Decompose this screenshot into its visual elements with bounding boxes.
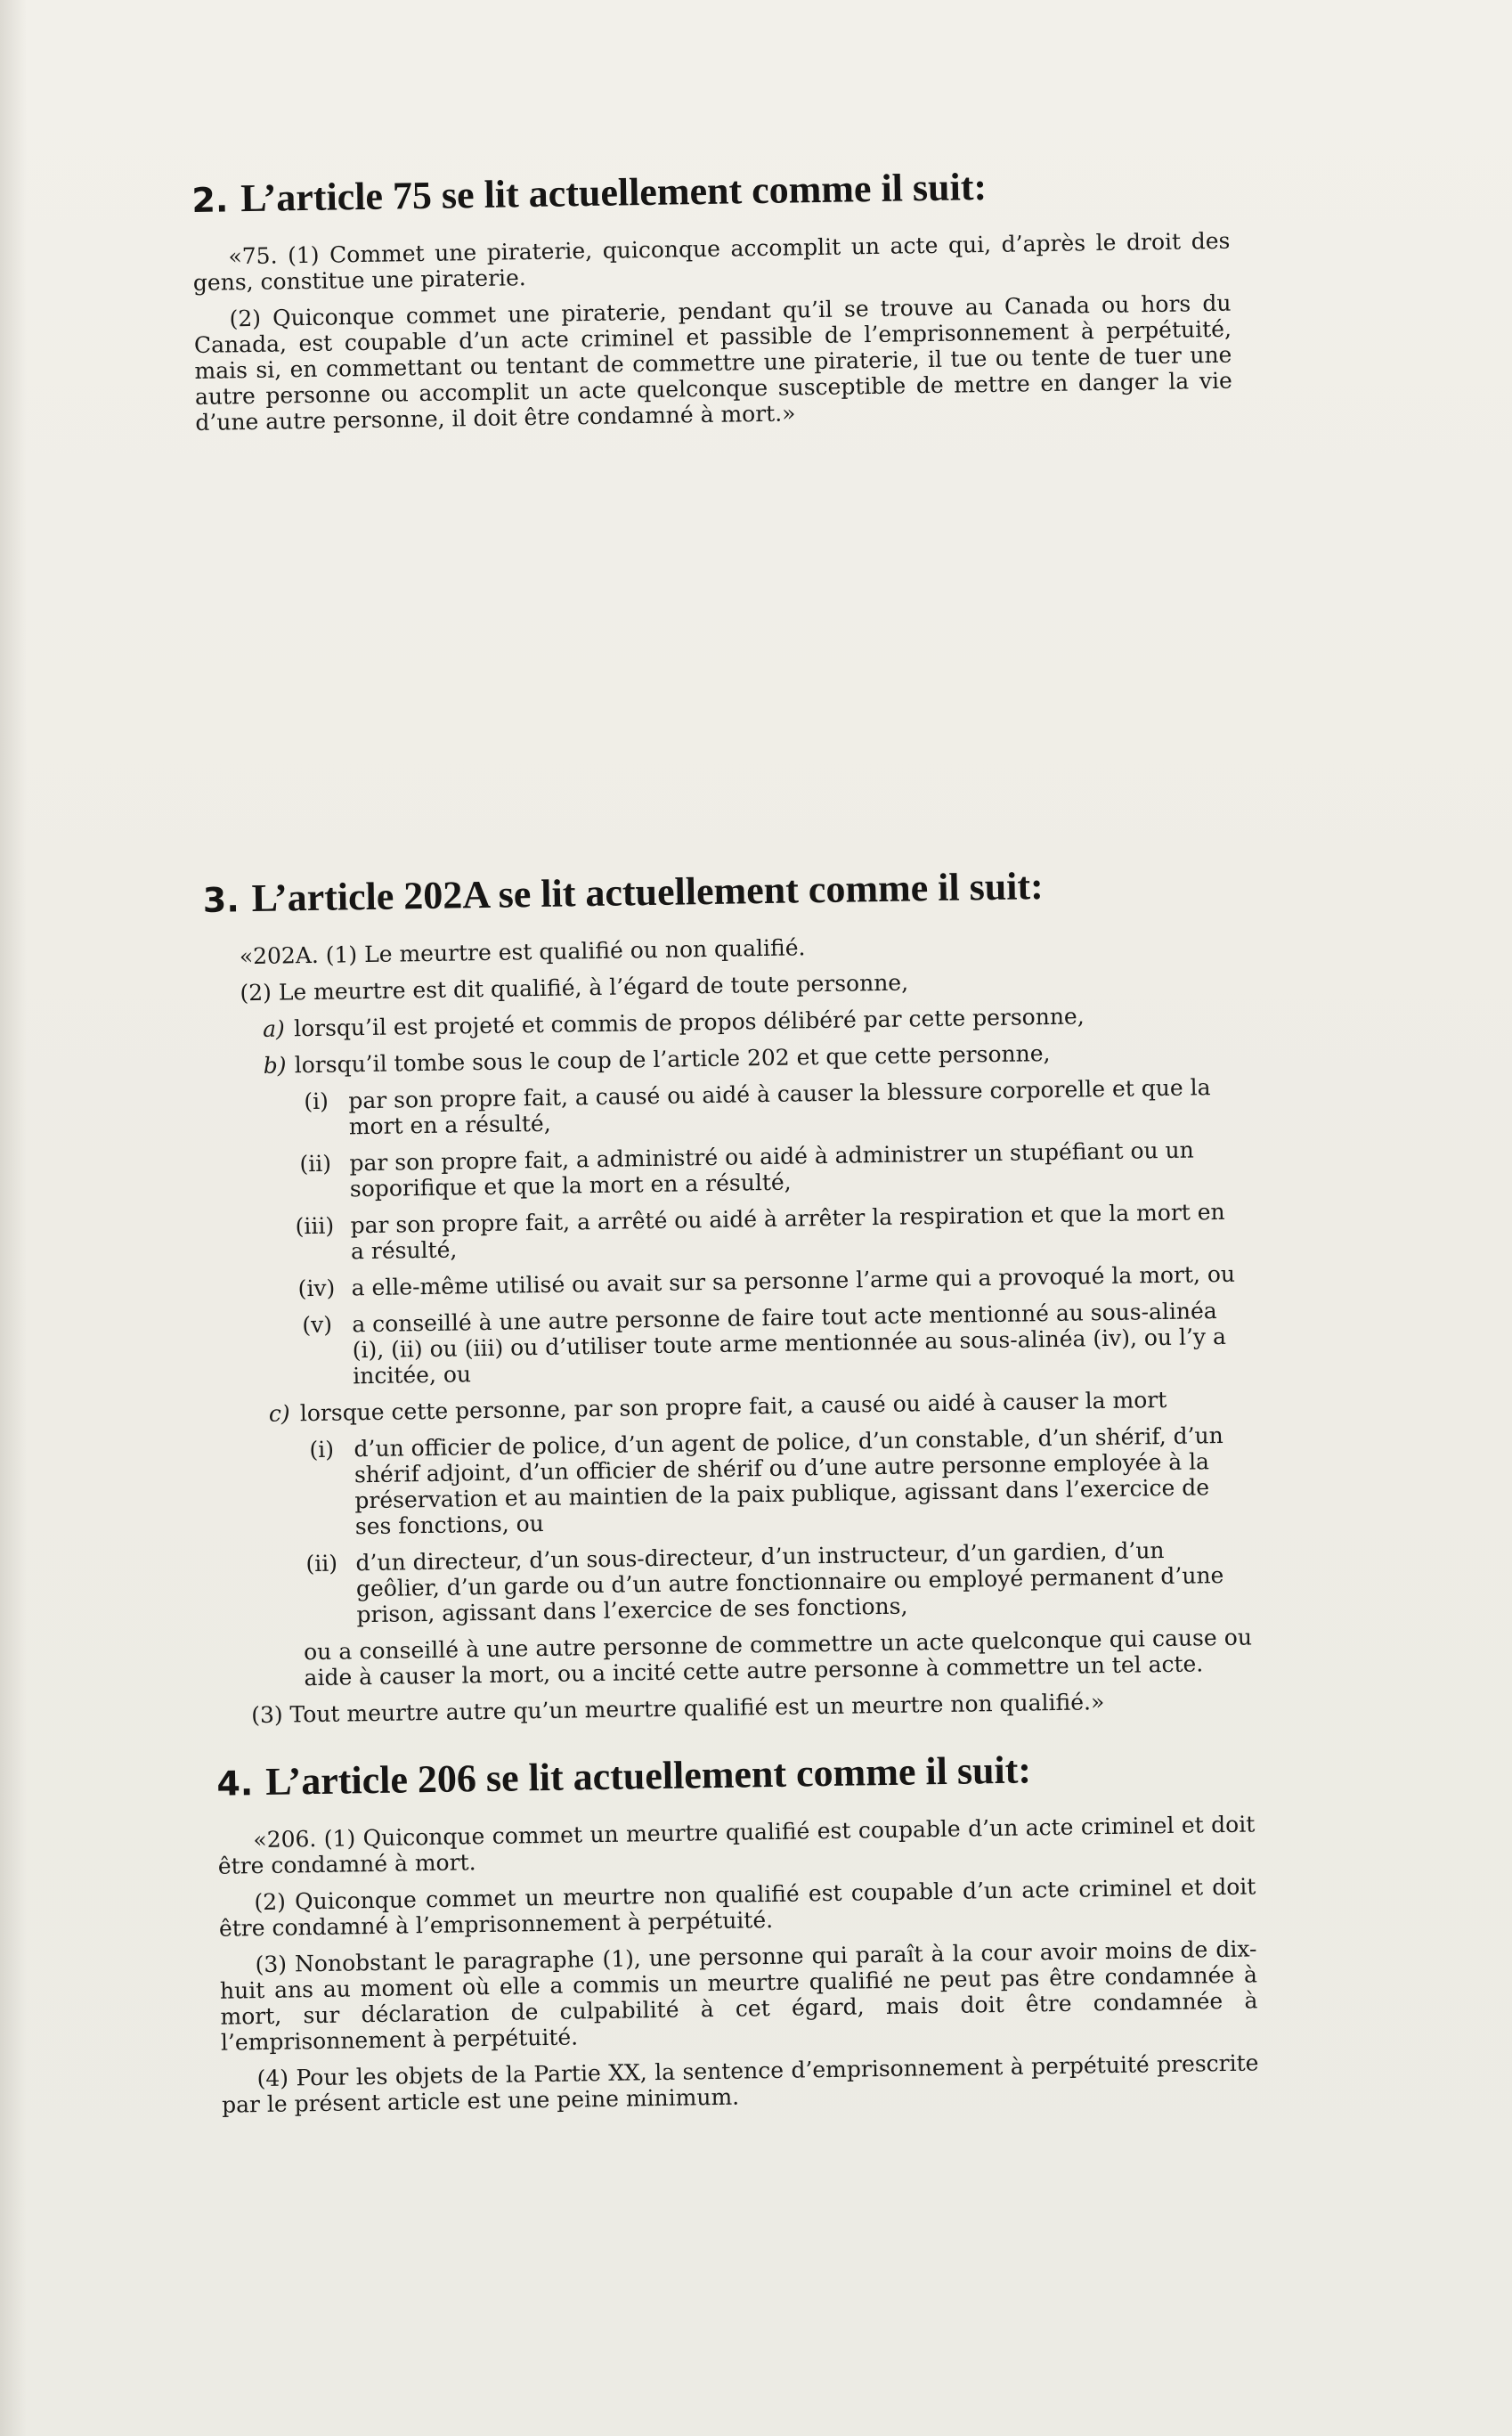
clause-continuation: ou a conseillé à une autre personne de commettre un acte quelconque qui cause ou aide à causer la mort, ou a incité cette autre personne à commettre un tel acte.	[303, 1624, 1253, 1691]
section-number: 3.	[202, 880, 240, 920]
clause-c	[211, 1386, 1248, 1428]
clause-b	[206, 1038, 1243, 1079]
section-heading-text: L’article 206 se lit actuellement comme il suit:	[264, 1748, 1032, 1804]
subclause-text: a elle-même utilisé ou avait sur sa personne l’arme qui a provoqué la mort, ou	[351, 1260, 1236, 1301]
section-4	[216, 1740, 1259, 2117]
subclause	[209, 1298, 1248, 1391]
text-column	[191, 158, 1259, 2129]
subclause-text: par son propre fait, a administré ou aidé à administrer un stupéfiant ou un soporifique et que la mort en a résulté,	[349, 1137, 1194, 1202]
section-heading	[191, 158, 1230, 226]
page-edge-shadow	[0, 0, 27, 2436]
paragraph: (3) Nonobstant le paragraphe (1), une personne qui paraît à la cour avoir moins de dix-huit ans au moment où elle a commis un meurtre qualifié ne peut pas être condamnée à mort, sur déclaration de culpabilité à cet égard, mais doit être condamnée à l’emprisonnement à perpétuité.	[219, 1935, 1258, 2056]
clause-text: lorsque cette personne, par son propre fait, a causé ou aidé à causer la mort	[299, 1386, 1167, 1427]
section-2	[191, 158, 1232, 436]
section-heading-text: L’article 202A se lit actuellement comme il suit:	[251, 864, 1045, 921]
section-number: 2.	[191, 180, 229, 220]
section-3	[202, 858, 1253, 1729]
paragraph: (2) Le meurtre est dit qualifié, à l’égard de toute personne,	[240, 969, 909, 1006]
subclause	[213, 1536, 1251, 1630]
subclause	[207, 1137, 1245, 1204]
paragraph: (2) Quiconque commet une piraterie, pendant qu’il se trouve au Canada ou hors du Canada, est coupable d’un acte criminel et passible de l’emprisonnement à perpétuité, mais si, en commettant ou tentant de commettre une piraterie, il tue ou tente de tuer une autre personne ou accomplit un acte quelconque susceptible de mettre en danger la vie d’une autre personne, il doit être condamné à mort.»	[193, 289, 1233, 436]
subclause-text: par son propre fait, a causé ou aidé à causer la blessure corporelle et que la mort en a résulté,	[348, 1074, 1211, 1140]
paragraph: «202A. (1) Le meurtre est qualifié ou non qualifié.	[239, 934, 806, 970]
clause-text: lorsqu’il est projeté et commis de propos délibéré par cette personne,	[293, 1003, 1085, 1042]
paragraph: (2) Quiconque commet un meurtre non qualifié est coupable d’un acte criminel et doit être condamné à l’emprisonnement à perpétuité.	[218, 1873, 1256, 1942]
subclause-text: d’un directeur, d’un sous-directeur, d’un instructeur, d’un gardien, d’un geôlier, d’un garde ou d’un autre fonctionnaire ou employé permanent d’une prison, agissant dans l’exercice de ses fonctions,	[355, 1537, 1224, 1628]
paragraph: «75. (1) Commet une piraterie, quiconque accomplit un acte qui, d’après le droit des gens, constitue une piraterie.	[192, 227, 1231, 296]
paragraph: «206. (1) Quiconque commet un meurtre qualifié est coupable d’un acte criminel et doit être condamné à mort.	[217, 1811, 1256, 1879]
subclause-text: d’un officier de police, d’un agent de police, d’un constable, d’un shérif, d’un shérif adjoint, d’un officier de shérif ou d’une autre personne employée à la préservation et au maintien de la paix publique, agissant dans l’exercice de ses fonctions, ou	[354, 1422, 1223, 1540]
subclause-text: a conseillé à une autre personne de faire tout acte mentionné au sous-alinéa (i), (ii) ou (iii) ou d’utiliser toute arme mentionnée au sous-alinéa (iv), ou l’y a incitée, ou	[352, 1298, 1227, 1389]
section-number: 4.	[216, 1764, 254, 1804]
subclause	[211, 1422, 1250, 1542]
subclause	[206, 1074, 1244, 1142]
subclause-text: par son propre fait, a arrêté ou aidé à arrêter la respiration et que la mort en a résulté,	[350, 1198, 1225, 1265]
subclause	[207, 1199, 1246, 1267]
subclause	[208, 1261, 1246, 1303]
section-heading-text: L’article 75 se lit actuellement comme il suit:	[240, 164, 988, 221]
spacer	[196, 430, 1240, 874]
paragraph: (3) Tout meurtre autre qu’un meurtre qualifié est un meurtre non qualifié.»	[250, 1689, 1105, 1729]
paragraph: (4) Pour les objets de la Partie XX, la sentence d’emprisonnement à perpétuité prescrite par le présent article est une peine minimum.	[221, 2049, 1259, 2118]
clause-text: lorsqu’il tombe sous le coup de l’article 202 et que cette personne,	[294, 1039, 1051, 1079]
clause-a	[205, 1001, 1242, 1043]
